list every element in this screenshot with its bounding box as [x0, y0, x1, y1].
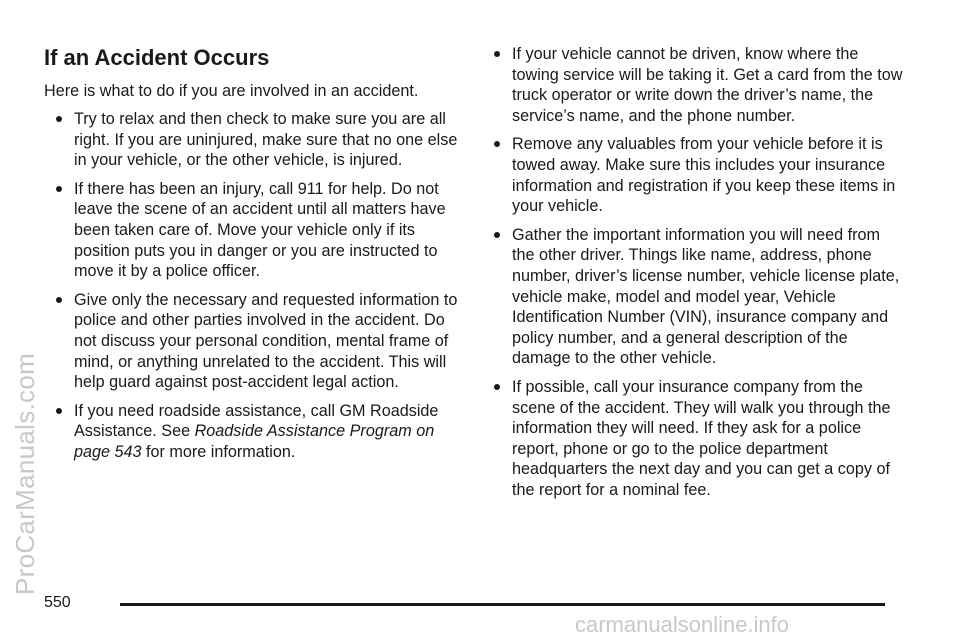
- section-intro: Here is what to do if you are involved in an accident.: [44, 82, 419, 100]
- bullet-icon: [56, 297, 62, 303]
- left-bullet-list: [44, 109, 464, 463]
- side-watermark: ProCarManuals.com: [10, 352, 40, 595]
- list-item-text: If there has been an injury, call 911 for help. Do not leave the scene of an accident until all matters have been taken care of. Move your vehicle only if its position puts you in danger or you are instructed to move it by a police officer.: [74, 179, 446, 281]
- list-item: [494, 377, 904, 501]
- list-item-text: for more information.: [141, 442, 296, 461]
- list-item-text: If your vehicle cannot be driven, know where the towing service will be taking it. Get a card from the tow truck operator or write down the driver’s name, the service’s name, and the phone number.: [512, 45, 903, 125]
- list-item-text: Gather the important information you will need from the other driver. Things like name, address, phone number, driver’s license number, vehicle license plate, vehicle make, model and model year, Vehicle Identification Number (VIN), insurance company and policy number, and a general description of the damage to the other vehicle.: [512, 225, 900, 368]
- list-item-text: If possible, call your insurance company from the scene of the accident. They will walk you through the information they will need. If they ask for a police report, phone or go to the police department headquarters the next day and you can get a copy of the report for a nominal fee.: [512, 377, 891, 499]
- bullet-icon: [494, 51, 500, 57]
- list-item: [44, 179, 464, 282]
- footer-divider: [120, 603, 885, 606]
- list-item: [494, 134, 904, 216]
- list-item-text: Remove any valuables from your vehicle before it is towed away. Make sure this includes your insurance information and registration if you keep these items in your vehicle.: [512, 135, 896, 216]
- page-reference-link[interactable]: Roadside Assistance Program on page 543: [74, 422, 435, 461]
- list-item: [44, 290, 464, 393]
- page-number: 550: [44, 594, 71, 611]
- list-item: [44, 109, 464, 171]
- bullet-icon: [56, 186, 62, 192]
- list-item-text: If you need roadside assistance, call GM Roadside Assistance. See: [74, 401, 439, 441]
- bullet-icon: [56, 116, 62, 122]
- left-column: [44, 44, 464, 471]
- bullet-icon: [494, 141, 500, 147]
- list-item: [44, 401, 464, 463]
- list-item: [494, 44, 904, 126]
- section-title: If an Accident Occurs: [44, 45, 270, 70]
- list-item: [494, 225, 904, 369]
- bullet-icon: [494, 232, 500, 238]
- bullet-icon: [56, 408, 62, 414]
- right-bullet-list: [494, 44, 904, 500]
- list-item-text: Give only the necessary and requested information to police and other parties involved in the accident. Do not discuss your personal condition, mental frame of mind, or anything unrelated to the accident. This will help guard against post-accident legal action.: [74, 290, 458, 392]
- bottom-watermark: carmanualsonline.info: [575, 612, 790, 637]
- bullet-icon: [494, 384, 500, 390]
- right-column: [494, 44, 904, 508]
- list-item-text: Try to relax and then check to make sure you are all right. If you are uninjured, make sure that no one else in your vehicle, or the other vehicle, is injured.: [74, 110, 458, 170]
